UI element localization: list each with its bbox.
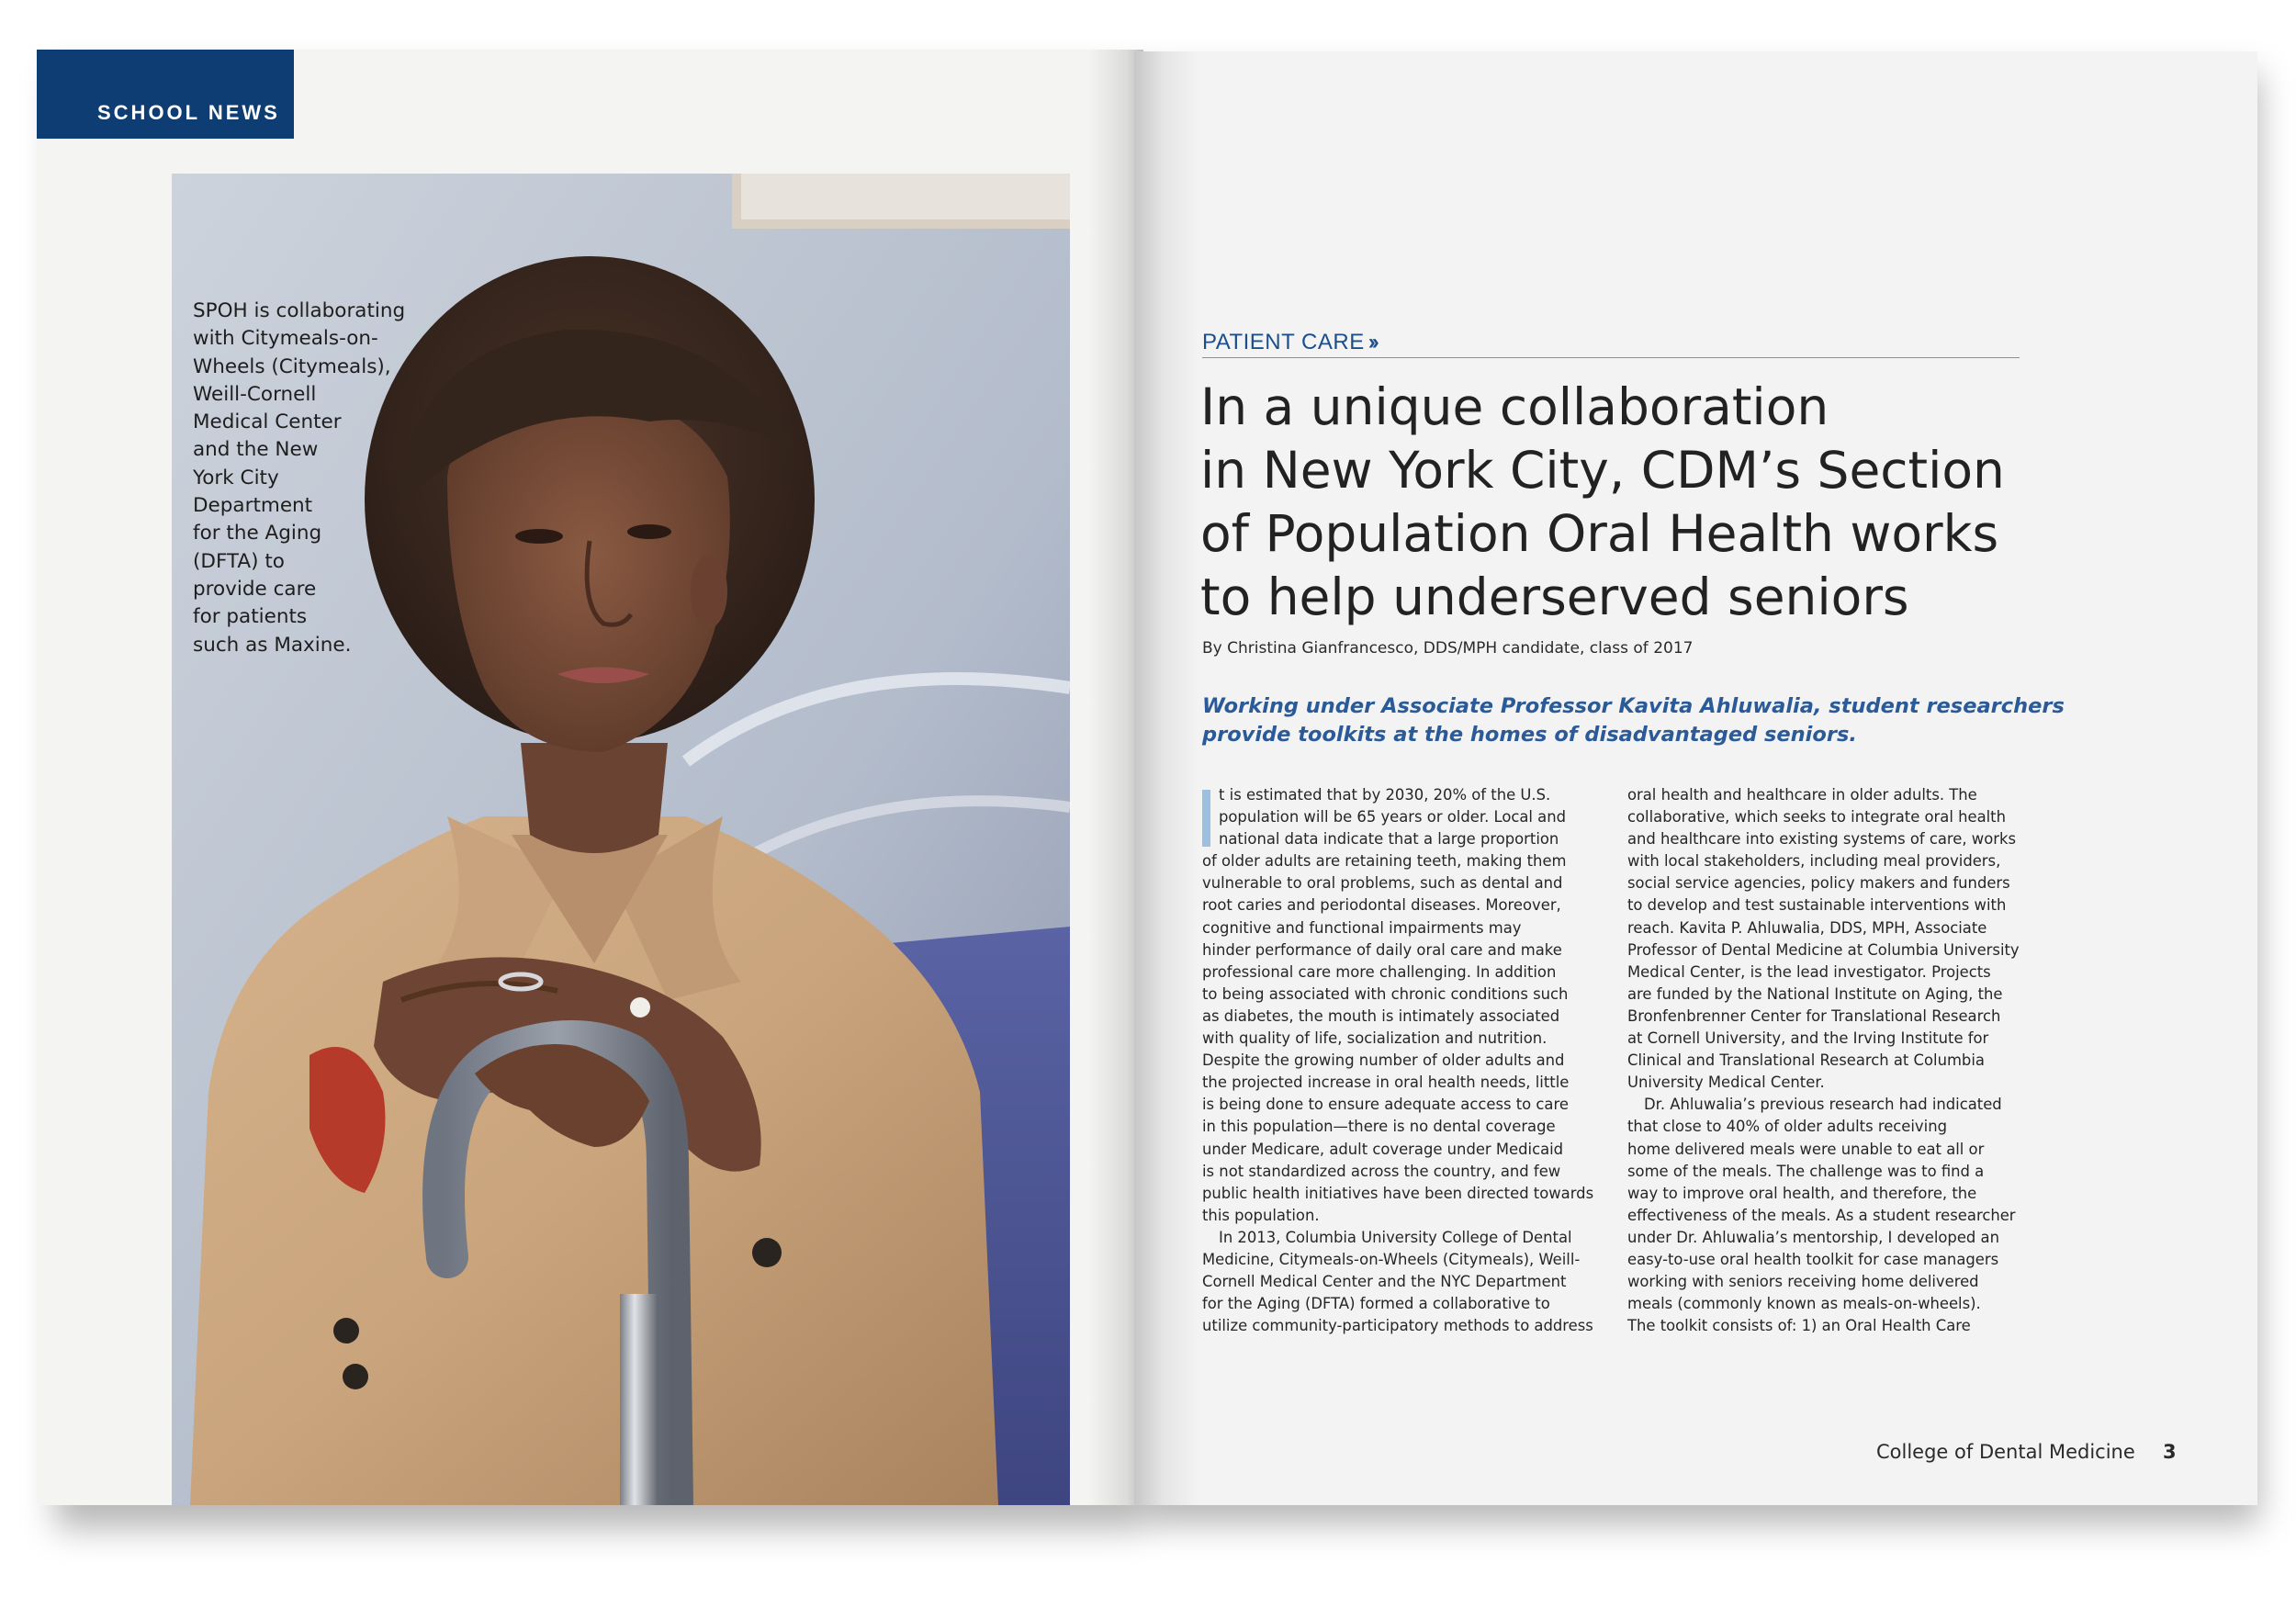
- body-line: Professor of Dental Medicine at Columbia University: [1627, 940, 2020, 959]
- body-line: effectiveness of the meals. As a student researcher: [1627, 1206, 2016, 1224]
- body-line: Dr. Ahluwalia’s previous research had indicated: [1644, 1096, 2002, 1114]
- byline: By Christina Gianfrancesco, DDS/MPH candidate, class of 2017: [1202, 639, 1694, 658]
- body-line: in this population—there is no dental coverage: [1202, 1118, 1556, 1136]
- body-line: national data indicate that a large proportion: [1219, 830, 1559, 849]
- caption-line: for the Aging: [193, 522, 322, 545]
- caption-line: York City: [193, 466, 279, 489]
- body-line: some of the meals. The challenge was to find a: [1627, 1162, 1985, 1180]
- article-headline: [1200, 376, 2027, 629]
- body-line: meals (commonly known as meals-on-wheels).: [1627, 1295, 1981, 1313]
- body-line: Despite the growing number of older adults and: [1202, 1051, 1565, 1070]
- body-line: are funded by the National Institute on Aging, the: [1627, 984, 2003, 1003]
- drop-cap-bar: [1202, 790, 1210, 847]
- body-line: t is estimated that by 2030, 20% of the U.S.: [1219, 786, 1551, 804]
- body-line: utilize community-participatory methods to address: [1202, 1317, 1593, 1335]
- body-line: Bronfenbrenner Center for Translational Research: [1627, 1006, 2001, 1025]
- body-line: University Medical Center.: [1627, 1074, 1825, 1092]
- right-gutter-shade: [1134, 51, 1199, 1505]
- body-line: of older adults are retaining teeth, making them: [1202, 852, 1567, 871]
- body-line: oral health and healthcare in older adults. The: [1627, 786, 1977, 804]
- body-line: as diabetes, the mouth is intimately associated: [1202, 1006, 1560, 1025]
- body-line: to develop and test sustainable interventions with: [1627, 896, 2007, 915]
- section-tab: SCHOOL NEWS: [37, 50, 294, 139]
- dek-line: provide toolkits at the homes of disadvantaged seniors.: [1202, 723, 1857, 747]
- body-line: under Medicare, adult coverage under Medicaid: [1202, 1140, 1564, 1158]
- caption-line: and the New: [193, 438, 319, 462]
- body-line: social service agencies, policy makers and funders: [1627, 874, 2010, 893]
- body-line: home delivered meals were unable to eat all or: [1627, 1140, 1985, 1158]
- body-line: collaborative, which seeks to integrate oral health: [1627, 808, 2006, 826]
- right-page: [1134, 51, 2257, 1505]
- photo-caption: [193, 298, 468, 659]
- caption-line: SPOH is collaborating: [193, 299, 406, 322]
- body-line: root caries and periodontal diseases. Moreover,: [1202, 896, 1561, 915]
- headline-line: of Population Oral Health works: [1200, 504, 1999, 563]
- body-line: reach. Kavita P. Ahluwalia, DDS, MPH, Associate: [1627, 918, 1987, 937]
- body-line: and healthcare into existing systems of care, works: [1627, 830, 2016, 849]
- body-line: Clinical and Translational Research at Columbia: [1627, 1051, 1985, 1070]
- caption-line: for patients: [193, 605, 308, 629]
- body-line: Medicine, Citymeals-on-Wheels (Citymeals), Weill-: [1202, 1250, 1581, 1268]
- body-line: The toolkit consists of: 1) an Oral Health Care: [1627, 1317, 1971, 1335]
- body-line: easy-to-use oral health toolkit for case managers: [1627, 1250, 1999, 1268]
- body-line: is not standardized across the country, and few: [1202, 1162, 1561, 1180]
- caption-line: Weill-Cornell: [193, 382, 317, 406]
- body-line: professional care more challenging. In addition: [1202, 962, 1557, 981]
- body-line: Cornell Medical Center and the NYC Department: [1202, 1273, 1567, 1291]
- body-line: hinder performance of daily oral care and make: [1202, 940, 1562, 959]
- left-page: [37, 50, 1143, 1505]
- caption-line: such as Maxine.: [193, 633, 352, 657]
- kicker-label: PATIENT CARE: [1202, 330, 1365, 354]
- double-chevron-icon: ››: [1367, 330, 1376, 354]
- caption-line: Wheels (Citymeals),: [193, 354, 391, 378]
- body-line: working with seniors receiving home delivered: [1627, 1273, 1979, 1291]
- body-line: In 2013, Columbia University College of Dental: [1219, 1228, 1572, 1246]
- caption-line: provide care: [193, 577, 317, 601]
- body-line: population will be 65 years or older. Local and: [1219, 808, 1567, 826]
- body-line: with quality of life, socialization and nutrition.: [1202, 1029, 1548, 1048]
- body-line: for the Aging (DFTA) formed a collaborative to: [1202, 1295, 1550, 1313]
- body-line: public health initiatives have been directed towards: [1202, 1184, 1594, 1202]
- body-line: cognitive and functional impairments may: [1202, 918, 1522, 937]
- headline-line: in New York City, CDM’s Section: [1200, 441, 2005, 500]
- footer-publication-title: College of Dental Medicine: [1876, 1441, 2135, 1463]
- dek-line: Working under Associate Professor Kavita Ahluwalia, student researchers: [1202, 694, 2065, 718]
- body-line: way to improve oral health, and therefore, the: [1627, 1184, 1977, 1202]
- body-line: at Cornell University, and the Irving Institute for: [1627, 1029, 1989, 1048]
- body-column-left: [1202, 784, 1606, 1337]
- page-number: 3: [2163, 1441, 2177, 1463]
- portrait-photo: [172, 174, 1070, 1505]
- body-line: is being done to ensure adequate access to care: [1202, 1096, 1569, 1114]
- body-line: Medical Center, is the lead investigator. Projects: [1627, 962, 1991, 981]
- body-line: that close to 40% of older adults receiving: [1627, 1118, 1947, 1136]
- caption-line: with Citymeals-on-: [193, 327, 378, 351]
- body-line: the projected increase in oral health needs, little: [1202, 1074, 1570, 1092]
- body-line: this population.: [1202, 1206, 1320, 1224]
- headline-line: In a unique collaboration: [1200, 377, 1829, 436]
- body-column-right: [1627, 784, 2032, 1337]
- caption-line: Department: [193, 494, 313, 518]
- body-line: under Dr. Ahluwalia’s mentorship, I developed an: [1627, 1228, 1999, 1246]
- caption-line: Medical Center: [193, 410, 342, 434]
- caption-line: (DFTA) to: [193, 549, 285, 573]
- body-line: with local stakeholders, including meal providers,: [1627, 852, 2001, 871]
- body-line: vulnerable to oral problems, such as dental and: [1202, 874, 1563, 893]
- article-dek: [1202, 692, 2065, 749]
- headline-line: to help underserved seniors: [1200, 568, 1909, 626]
- body-line: to being associated with chronic conditions such: [1202, 984, 1569, 1003]
- section-kicker: [1202, 330, 2020, 358]
